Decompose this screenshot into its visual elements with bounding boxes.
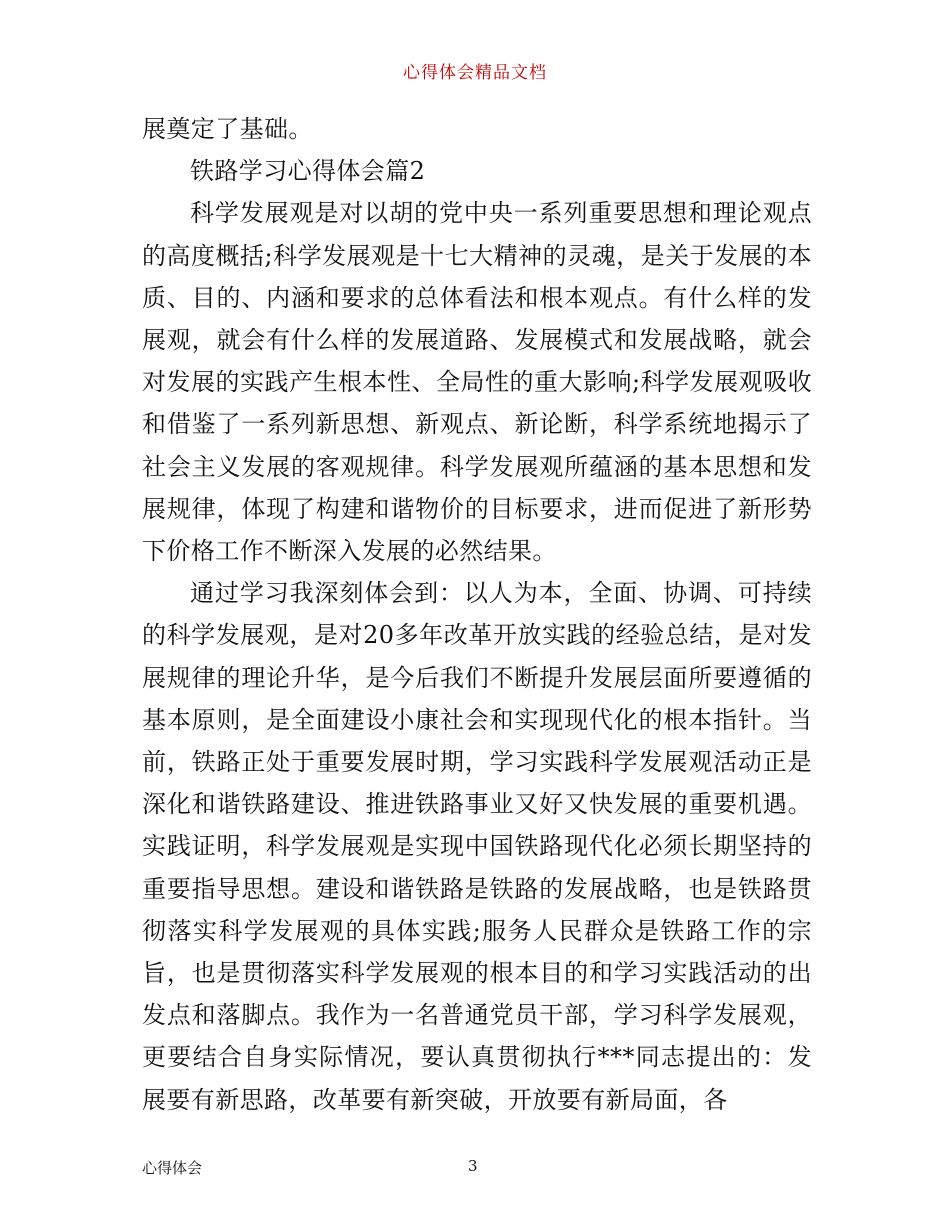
- footer-label: 心得体会: [142, 1159, 203, 1177]
- page-header-title: 心得体会精品文档: [403, 63, 547, 83]
- page-number: 3: [468, 1157, 478, 1175]
- paragraph: 科学发展观是对以胡的党中央一系列重要思想和理论观点的高度概括;科学发展观是十七大精神的灵魂，是关于发展的本质、目的、内涵和要求的总体看法和根本观点。有什么样的发展观，就会有什么样的发展道路、发展模式和发展战略，就会对发展的实践产生根本性、全局性的重大影响;科学发展观吸收和借鉴了一系列新思想、新观点、新论断，科学系统地揭示了社会主义发展的客观规律。科学发展观所蕴涵的基本思想和发展规律，体现了构建和谐物价的目标要求，进而促进了新形势下价格工作不断深入发展的必然结果。: [142, 199, 812, 566]
- document-body: [142, 108, 812, 1121]
- paragraph: 通过学习我深刻体会到：以人为本，全面、协调、可持续的科学发展观，是对20多年改革开放实践的经验总结，是对发展规律的理论升华，是今后我们不断提升发展层面所要遵循的基本原则，是全面建设小康社会和实现现代化的根本指针。当前，铁路正处于重要发展时期，学习实践科学发展观活动正是深化和谐铁路建设、推进铁路事业又好又快发展的重要机遇。实践证明，科学发展观是实现中国铁路现代化必须长期坚持的重要指导思想。建设和谐铁路是铁路的发展战略，也是铁路贯彻落实科学发展观的具体实践;服务人民群众是铁路工作的宗旨，也是贯彻落实科学发展观的根本目的和学习实践活动的出发点和落脚点。我作为一名普通党员干部，学习科学发展观，更要结合自身实际情况，要认真贯彻执行***同志提出的：发展要有新思路，改革要有新突破，开放要有新局面，各: [142, 579, 812, 1114]
- paragraph-continuation: 展奠定了基础。: [142, 115, 313, 143]
- section-heading: 铁路学习心得体会篇2: [190, 157, 426, 186]
